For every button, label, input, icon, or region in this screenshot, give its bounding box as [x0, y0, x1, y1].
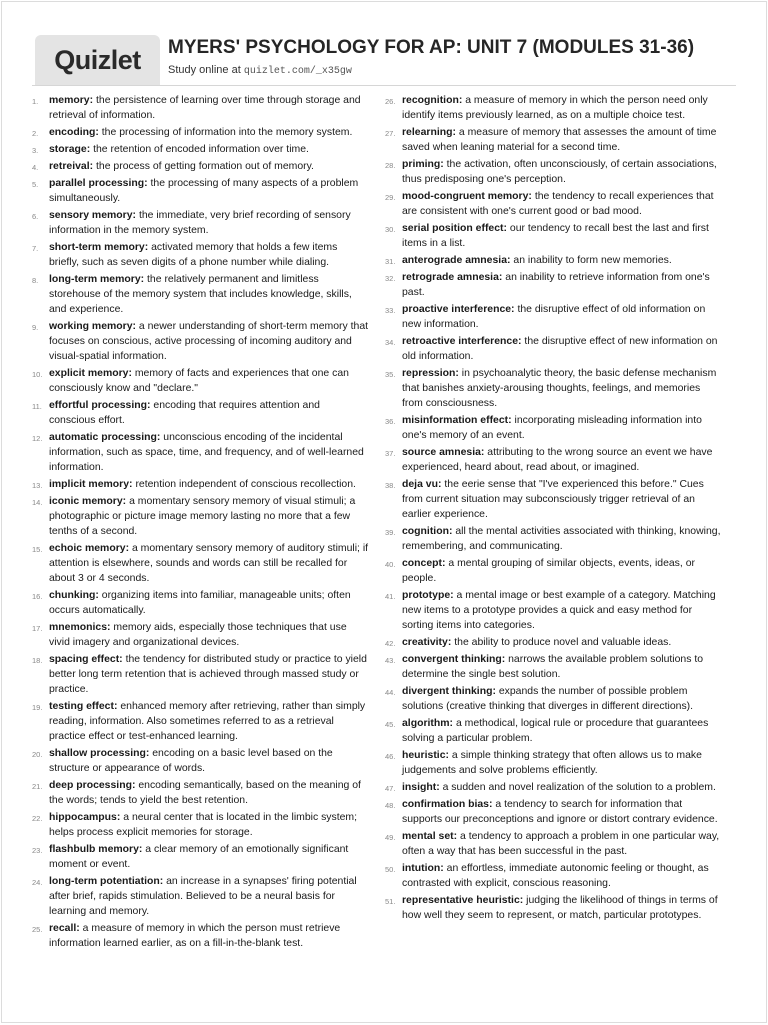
- term-definition: encoding on a basic level based on the structure or appearance of words.: [49, 747, 333, 774]
- term-definition: the eerie sense that "I've experienced this before." Cues from current situation may subconsciously trigger retrieval of an earlier experience.: [402, 479, 704, 520]
- term-definition: incorporating misleading information into one's memory of an event.: [402, 415, 702, 441]
- term-definition: a clear memory of an emotionally significant moment or event.: [49, 843, 349, 870]
- term-word: intution:: [402, 863, 444, 874]
- term-definition: encoding semantically, based on the meaning of the words; tends to yield the best retention.: [49, 779, 361, 806]
- term-number: 23.: [32, 845, 43, 855]
- term-definition: organizing items into familiar, manageable units; often occurs automatically.: [49, 589, 351, 616]
- term-word: priming:: [402, 159, 444, 170]
- term-definition: the processing of information into the memory system.: [101, 127, 353, 138]
- term-number: 40.: [385, 559, 396, 569]
- term-definition: the relatively permanent and limitless storehouse of the memory system that includes knowledge, skills, and experience.: [49, 274, 352, 316]
- term-word: iconic memory:: [49, 496, 127, 508]
- term-number: 4.: [32, 163, 39, 173]
- term-entry: [32, 621, 369, 651]
- term-entry: [32, 779, 369, 809]
- term-entry: [32, 653, 369, 698]
- term-number: 50.: [385, 865, 396, 874]
- page-title: MYERS' PSYCHOLOGY FOR AP: UNIT 7 (MODULES 31-36): [168, 37, 695, 58]
- term-word: long-term memory:: [49, 274, 145, 286]
- term-number: 26.: [385, 97, 396, 106]
- term-entry: [32, 875, 369, 920]
- term-word: representative heuristic:: [402, 895, 524, 906]
- term-word: spacing effect:: [49, 653, 123, 665]
- term-number: 44.: [385, 687, 396, 697]
- term-definition: a mental grouping of similar objects, events, ideas, or people.: [402, 557, 695, 584]
- term-number: 1.: [32, 97, 39, 106]
- term-definition: attributing to the wrong source an event we have experienced, heard about, read about, or imagined.: [402, 447, 713, 473]
- term-definition: the process of getting formation out of memory.: [96, 161, 314, 173]
- term-number: 13.: [32, 481, 43, 490]
- term-word: short-term memory:: [49, 242, 149, 254]
- term-word: effortful processing:: [49, 400, 151, 412]
- term-entry: [32, 209, 369, 239]
- term-definition: a tendency to approach a problem in one particular way, often a way that has been successful in the past.: [402, 831, 720, 857]
- term-word: insight:: [402, 781, 440, 793]
- term-entry: [32, 589, 369, 619]
- term-number: 27.: [385, 129, 396, 138]
- term-entry: [385, 158, 722, 188]
- term-entry: [385, 126, 722, 156]
- term-definition: unconscious encoding of the incidental information, such as space, time, and frequency, and of well-learned information.: [49, 432, 364, 473]
- term-number: 2.: [32, 129, 39, 138]
- term-number: 29.: [385, 193, 396, 202]
- term-number: 6.: [32, 212, 39, 222]
- term-definition: a tendency to search for information that supports our preconceptions and ignore or distort contrary evidence.: [402, 799, 718, 825]
- term-definition: a simple thinking strategy that often allows us to make judgements and solve problems efficiently.: [402, 749, 702, 776]
- term-definition: retention independent of conscious recollection.: [135, 479, 356, 490]
- term-word: retreival:: [49, 161, 94, 173]
- term-word: long-term potentiation:: [49, 875, 164, 887]
- term-entry: [385, 653, 722, 683]
- term-number: 43.: [385, 655, 396, 665]
- term-number: 46.: [385, 751, 396, 761]
- term-entry: [385, 335, 722, 365]
- term-entry: [32, 922, 369, 952]
- study-url-link[interactable]: quizlet.com/_x35gw: [243, 66, 352, 77]
- term-word: proactive interference:: [402, 304, 515, 316]
- term-word: parallel processing:: [49, 178, 148, 190]
- term-entry: [385, 271, 722, 301]
- term-number: 48.: [385, 801, 396, 810]
- term-number: 34.: [385, 338, 396, 348]
- term-number: 45.: [385, 719, 396, 729]
- term-definition: the activation, often unconsciously, of certain associations, thus predisposing one's perception.: [402, 159, 717, 185]
- term-definition: our tendency to recall best the last and first items in a list.: [402, 223, 709, 249]
- term-word: hippocampus:: [49, 811, 121, 823]
- term-entry: [385, 254, 722, 269]
- term-number: 17.: [32, 623, 43, 633]
- term-word: memory:: [49, 95, 94, 106]
- term-number: 37.: [385, 449, 396, 458]
- term-entry: [385, 685, 722, 715]
- term-number: 21.: [32, 781, 43, 791]
- term-entry: [385, 303, 722, 333]
- term-entry: [32, 542, 369, 587]
- term-entry: [385, 749, 722, 779]
- term-number: 19.: [32, 702, 43, 712]
- term-number: 38.: [385, 481, 396, 490]
- term-definition: the processing of many aspects of a problem simultaneously.: [49, 178, 359, 205]
- term-word: relearning:: [402, 127, 456, 138]
- term-definition: the retention of encoded information over time.: [93, 144, 309, 156]
- term-entry: [32, 241, 369, 271]
- term-number: 51.: [385, 897, 396, 906]
- term-entry: [385, 446, 722, 476]
- term-definition: the immediate, very brief recording of sensory information in the memory system.: [49, 210, 351, 237]
- term-word: creativity:: [402, 636, 452, 648]
- term-definition: a measure of memory in which the person must retrieve information learned earlier, as on a fill-in-the-blank test.: [49, 922, 341, 949]
- term-word: prototype:: [402, 589, 454, 601]
- term-word: explicit memory:: [49, 368, 132, 380]
- term-definition: a measure of memory that assesses the amount of time saved when leaning material for a second time.: [402, 127, 717, 153]
- term-entry: [385, 414, 722, 444]
- term-entry: [32, 431, 369, 476]
- term-word: anterograde amnesia:: [402, 255, 511, 266]
- header: [32, 33, 736, 86]
- term-number: 3.: [32, 146, 39, 156]
- term-entry: [32, 177, 369, 207]
- term-definition: the tendency to recall experiences that are consistent with one's current good or bad mood.: [402, 191, 714, 217]
- term-entry: [32, 843, 369, 873]
- term-entry: [385, 862, 722, 892]
- term-word: source amnesia:: [402, 447, 485, 458]
- term-definition: memory aids, especially those techniques that use vivid imagery and organizational devices.: [49, 621, 347, 648]
- term-entry: [32, 273, 369, 318]
- right-term-column: [385, 94, 722, 926]
- term-number: 10.: [32, 370, 43, 380]
- term-entry: [385, 367, 722, 412]
- term-entry: [32, 367, 369, 397]
- term-definition: a neural center that is located in the limbic system; helps process explicit memories for storage.: [49, 811, 358, 838]
- term-definition: a momentary sensory memory of auditory stimuli; if attention is elsewhere, sounds and words can still be recalled for about 3 or 4 seconds.: [49, 543, 369, 584]
- term-word: serial position effect:: [402, 223, 507, 234]
- term-number: 16.: [32, 591, 43, 601]
- term-entry: [32, 143, 369, 158]
- term-entry: [385, 894, 722, 924]
- document-page: [1, 1, 767, 1023]
- term-number: 42.: [385, 638, 396, 648]
- term-number: 8.: [32, 276, 39, 286]
- term-word: echoic memory:: [49, 543, 130, 554]
- term-entry: [32, 495, 369, 540]
- term-definition: enhanced memory after retrieving, rather than simply reading, information. Also sometimes referred to as a retrieval practice effect or test-enhanced learning.: [49, 700, 366, 742]
- term-word: cognition:: [402, 525, 453, 537]
- term-entry: [385, 222, 722, 252]
- term-number: 7.: [32, 244, 39, 254]
- term-word: deep processing:: [49, 779, 136, 791]
- term-entry: [32, 399, 369, 429]
- term-word: confirmation bias:: [402, 799, 493, 810]
- study-prefix: Study online at: [168, 64, 241, 76]
- term-word: automatic processing:: [49, 432, 161, 444]
- term-word: heuristic:: [402, 749, 449, 761]
- term-definition: a newer understanding of short-term memory that focuses on conscious, active processing of incoming auditory and visual-spatial information.: [49, 321, 369, 362]
- term-entry: [385, 94, 722, 124]
- term-definition: a sudden and novel realization of the solution to a problem.: [442, 781, 716, 793]
- term-word: retroactive interference:: [402, 336, 522, 348]
- term-definition: an effortless, immediate autonomic feeling or thought, as contrasted with explicit, conscious reasoning.: [402, 863, 709, 889]
- term-word: retrograde amnesia:: [402, 272, 503, 284]
- term-entry: [385, 589, 722, 634]
- term-entry: [32, 478, 369, 493]
- term-definition: judging the likelihood of things in terms of how well they seem to represent, or match, particular prototypes.: [402, 895, 718, 921]
- study-online-line: [168, 64, 352, 77]
- term-word: encoding:: [49, 127, 99, 138]
- term-entry: [385, 781, 722, 796]
- term-number: 9.: [32, 323, 39, 333]
- term-number: 30.: [385, 225, 396, 234]
- term-number: 15.: [32, 545, 43, 554]
- term-word: divergent thinking:: [402, 685, 496, 697]
- term-entry: [32, 126, 369, 141]
- term-definition: a measure of memory in which the person need only identify items previously learned, as on a multiple choice test.: [402, 95, 708, 121]
- term-number: 32.: [385, 274, 396, 284]
- term-number: 24.: [32, 877, 43, 887]
- term-word: working memory:: [49, 321, 136, 333]
- term-word: sensory memory:: [49, 210, 137, 222]
- term-entry: [32, 320, 369, 365]
- term-definition: a methodical, logical rule or procedure that guarantees solving a particular problem.: [402, 717, 709, 744]
- term-number: 11.: [32, 402, 42, 412]
- term-definition: a mental image or best example of a category. Matching new items to a prototype provides a quick and easy method for sorting items into categories.: [402, 589, 716, 631]
- term-definition: memory of facts and experiences that one can consciously know and "declare.": [49, 368, 349, 394]
- term-word: testing effect:: [49, 700, 118, 712]
- term-word: storage:: [49, 144, 91, 156]
- term-number: 33.: [385, 306, 396, 316]
- term-entry: [385, 830, 722, 860]
- term-entry: [385, 190, 722, 220]
- term-entry: [32, 811, 369, 841]
- term-entry: [385, 557, 722, 587]
- term-word: implicit memory:: [49, 479, 133, 490]
- term-number: 14.: [32, 498, 43, 508]
- term-number: 35.: [385, 370, 396, 380]
- term-word: algorithm:: [402, 717, 454, 729]
- term-number: 41.: [385, 591, 396, 601]
- term-entry: [32, 700, 369, 745]
- term-definition: encoding that requires attention and conscious effort.: [49, 400, 320, 426]
- term-word: chunking:: [49, 589, 99, 601]
- term-definition: the persistence of learning over time through storage and retrieval of information.: [49, 95, 361, 121]
- term-entry: [32, 160, 369, 175]
- term-word: shallow processing:: [49, 747, 150, 759]
- term-word: mental set:: [402, 831, 458, 842]
- term-definition: an increase in a synapses' firing potential after brief, rapids stimulation. Believed to be a neural basis for learning and memory.: [49, 875, 357, 917]
- term-definition: expands the number of possible problem solutions (creative thinking that diverges in different directions).: [402, 685, 694, 712]
- term-number: 28.: [385, 161, 396, 170]
- quizlet-logo[interactable]: Quizlet: [35, 35, 160, 85]
- term-definition: an inability to form new memories.: [513, 255, 672, 266]
- term-number: 18.: [32, 655, 43, 665]
- term-word: repression:: [402, 368, 459, 380]
- term-word: deja vu:: [402, 479, 442, 490]
- term-word: mood-congruent memory:: [402, 191, 532, 202]
- term-word: convergent thinking:: [402, 653, 506, 665]
- term-entry: [385, 636, 722, 651]
- term-number: 47.: [385, 783, 396, 793]
- term-word: recall:: [49, 922, 80, 934]
- term-entry: [32, 747, 369, 777]
- term-entry: [385, 478, 722, 523]
- term-definition: the ability to produce novel and valuable ideas.: [454, 636, 672, 648]
- term-definition: in psychoanalytic theory, the basic defense mechanism that banishes anxiety-arousing thoughts, feelings, and memories from consciousness.: [402, 368, 717, 409]
- term-number: 20.: [32, 749, 43, 759]
- term-word: misinformation effect:: [402, 415, 512, 426]
- term-entry: [385, 798, 722, 828]
- term-number: 12.: [32, 434, 43, 444]
- term-number: 31.: [385, 257, 396, 266]
- term-definition: an inability to retrieve information from one's past.: [402, 272, 710, 298]
- term-definition: the disruptive effect of new information on old information.: [402, 336, 718, 362]
- term-word: mnemonics:: [49, 621, 111, 633]
- term-word: recognition:: [402, 95, 463, 106]
- term-entry: [385, 525, 722, 555]
- term-definition: the tendency for distributed study or practice to yield better long term retention that is achieved through massed study or practice.: [49, 653, 367, 695]
- term-entry: [385, 717, 722, 747]
- term-number: 5.: [32, 180, 39, 190]
- term-word: flashbulb memory:: [49, 843, 143, 855]
- term-number: 36.: [385, 417, 396, 426]
- term-number: 39.: [385, 527, 396, 537]
- term-definition: a momentary sensory memory of visual stimuli; a photographic or picture image memory lasting no more that a few tenths of a second.: [49, 496, 356, 537]
- term-number: 49.: [385, 833, 396, 842]
- term-word: concept:: [402, 557, 446, 569]
- left-term-column: [32, 94, 369, 954]
- term-number: 25.: [32, 924, 43, 934]
- term-definition: the disruptive effect of old information on new information.: [402, 304, 706, 330]
- term-entry: [32, 94, 369, 124]
- term-definition: all the mental activities associated with thinking, knowing, remembering, and communicating.: [402, 525, 721, 552]
- term-number: 22.: [32, 813, 43, 823]
- term-definition: narrows the available problem solutions to determine the single best solution.: [402, 653, 704, 680]
- term-definition: activated memory that holds a few items briefly, such as seven digits of a phone number while dialing.: [49, 242, 338, 269]
